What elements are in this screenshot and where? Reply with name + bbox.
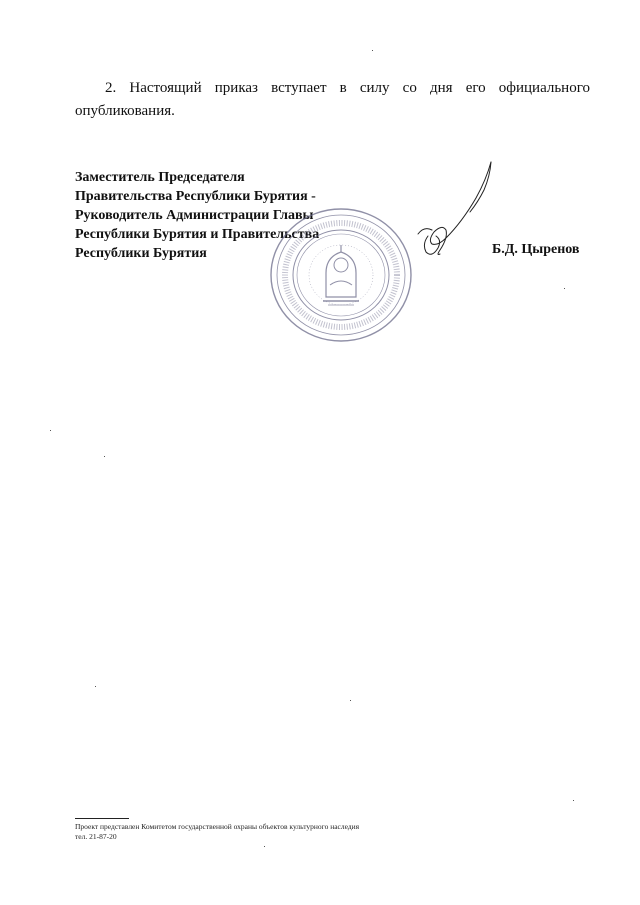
scan-speck [372, 50, 373, 51]
footnote-author-line: Проект представлен Комитетом государственной охраны объектов культурного наследия [75, 822, 360, 831]
signatory-position-line: Правительства Республики Бурятия - [75, 189, 316, 204]
signatory-position-line: Руководитель Администрации Главы [75, 208, 314, 223]
signatory-position-line: Заместитель Председателя [75, 170, 245, 185]
scan-speck [104, 456, 105, 457]
footnote [75, 822, 359, 842]
scan-speck [95, 686, 96, 687]
order-paragraph-line2: опубликования. [75, 103, 175, 119]
scan-speck [50, 430, 51, 431]
scan-speck [564, 288, 565, 289]
signer-name: Б.Д. Цыренов [492, 242, 580, 257]
scan-speck [350, 700, 351, 701]
order-paragraph-line1: 2. Настоящий приказ вступает в силу со дня его официального [105, 80, 590, 96]
footnote-phone-line: тел. 21-87-20 [75, 832, 117, 841]
signatory-position-line: Республики Бурятия [75, 246, 207, 261]
scan-speck [573, 800, 574, 801]
scan-speck [264, 846, 265, 847]
signatory-position-line: Республики Бурятия и Правительства [75, 227, 320, 242]
official-seal [268, 205, 414, 345]
footnote-divider [75, 818, 129, 819]
